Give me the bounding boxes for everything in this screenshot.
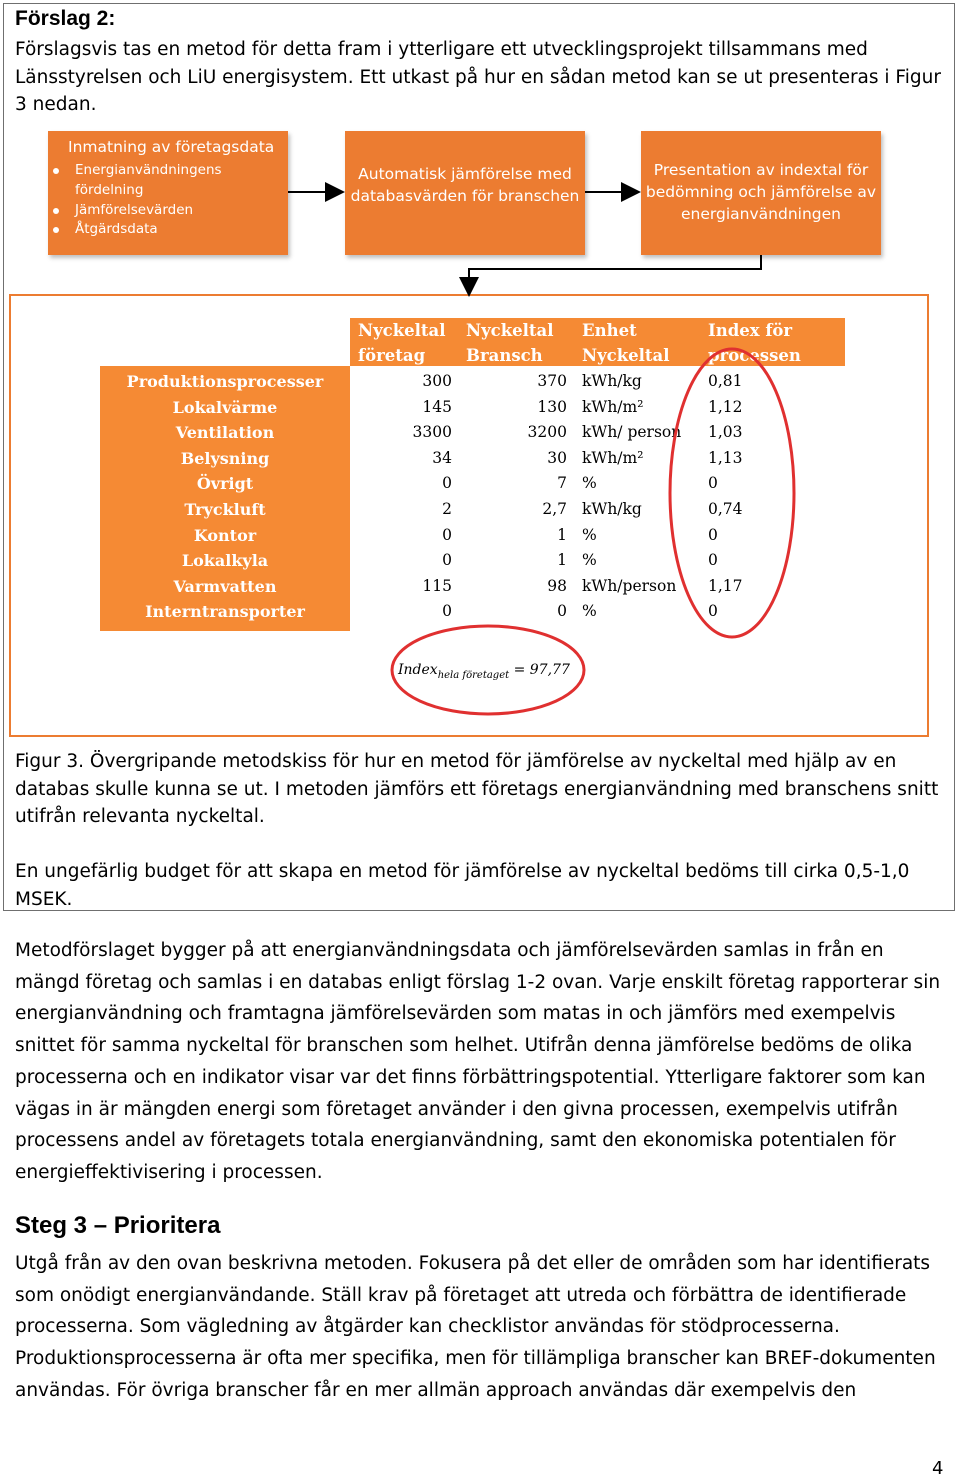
- table-cell-foretag: 34: [432, 448, 452, 467]
- table-cell-process: Övrigt: [196, 474, 254, 494]
- list-item-label: Energianvändningens fördelning: [75, 162, 222, 198]
- table-cell-foretag: 3300: [412, 423, 452, 442]
- table-cell-enhet: kWh/person: [582, 576, 677, 595]
- section-heading: Steg 3 – Prioritera: [15, 1212, 221, 1239]
- table-cell-bransch: 2,7: [542, 500, 567, 518]
- table-cell-enhet: kWh/ person: [582, 423, 682, 442]
- proposal-intro: Förslagsvis tas en metod för detta fram i ytterligare ett utvecklingsprojekt tillsammans med Länsstyrelsen och LiU energisystem. Ett utkast på hur en sådan metod kan se ut presenteras i Figur 3 nedan.: [15, 39, 941, 115]
- table-cell-bransch: 1: [557, 551, 567, 570]
- page-number: 4: [932, 1458, 944, 1479]
- table-cell-enhet: kWh/kg: [582, 372, 642, 390]
- flow-box-compare-text: Automatisk jämförelse med databasvärden för branschen: [350, 165, 580, 205]
- list-item-label: Jämförelsevärden: [75, 201, 194, 218]
- table-cell-index: 0,74: [708, 500, 743, 518]
- list-item-label: Åtgärdsdata: [75, 221, 158, 238]
- table-cell-enhet: %: [582, 551, 597, 570]
- figure-caption: Figur 3. Övergripande metodskiss för hur en metod för jämförelse av nyckeltal med hjälp av en databas skulle kunna se ut. I metoden jämförs ett företags energianvändning med branschens snitt utifrån relevanta nyckeltal.: [15, 751, 939, 827]
- table-cell-process: Belysning: [180, 448, 270, 468]
- flow-box-present-text: Presentation av indextal för bedömning och jämförelse av energianvändningen: [645, 161, 877, 223]
- body-paragraph: Metodförslaget bygger på att energianvändningsdata och jämförelsevärden samlas in från en mängd företag och samlas i en databas enligt förslag 1-2 ovan. Varje enskilt företag rapporterar sin energianvändning och framtagna jämförelsevärden som matas in och jämförs med exempelvis snittet för samma nyckeltal för branschen som helhet. Utifrån denna jämförelse bedöms de olika processerna och en indikator visar var det finns förbättringspotential. Ytterligare faktorer som kan vägas in är mängden energi som företaget använder i den givna processen, exempelvis utifrån processens andel av företagets totala energianvändning, samt den ekonomiska potentialen för energieffektivisering i processen.: [15, 940, 941, 1183]
- table-cell-process: Lokalvärme: [172, 397, 278, 417]
- table-cell-enhet: kWh/m²: [582, 397, 644, 416]
- flow-box-input-title: Inmatning av företagsdata: [68, 138, 275, 156]
- table-cell-process: Tryckluft: [184, 500, 266, 519]
- body-paragraph: Utgå från av den ovan beskrivna metoden. Fokusera på det eller de områden som har identifierats som onödigt energianvändande. Ställ krav på företaget att utreda och förbättra de identifierade processerna. Som vägledning av åtgärder kan checklistor användas för stödprocesserna. Produktionsprocesserna är ofta mer specifika, men för tillämpliga branscher kan BREF-dokumenten användas. För övriga branscher får en mer allmän approach användas där exempelvis den: [15, 1253, 936, 1401]
- table-cell-index: 0: [708, 525, 718, 544]
- table-cell-bransch: 370: [537, 372, 567, 390]
- table-cell-enhet: %: [582, 474, 597, 493]
- table-cell-bransch: 98: [547, 576, 567, 595]
- table-cell-foretag: 115: [422, 576, 452, 595]
- index-total: Index$_{hela företaget}$ = 97,77: [398, 662, 570, 681]
- table-cell-process: Lokalkyla: [181, 551, 269, 571]
- table-cell-enhet: %: [582, 602, 597, 621]
- table-cell-index: 0: [708, 551, 718, 570]
- table-cell-index: 1,12: [708, 397, 743, 416]
- table-cell-foretag: 145: [422, 397, 452, 416]
- table-cell-bransch: 30: [547, 448, 567, 467]
- table-cell-bransch: 1: [557, 525, 567, 544]
- table-cell-index: 0: [708, 602, 718, 621]
- proposal-heading: Förslag 2:: [15, 7, 116, 30]
- table-cell-index: 1,03: [708, 423, 743, 442]
- table-cell-foretag: 0: [442, 525, 452, 544]
- table-cell-bransch: 3200: [527, 423, 567, 442]
- table-cell-bransch: 0: [557, 602, 567, 621]
- table-cell-process: Interntransporter: [145, 602, 305, 622]
- arrow-icon: [469, 255, 761, 295]
- highlight-circle-icon: [670, 349, 794, 637]
- table-header: Nyckeltal företag: [358, 321, 446, 365]
- table-cell-foretag: 0: [442, 474, 452, 493]
- table-header: Enhet Nyckeltal: [582, 321, 670, 365]
- table-cell-enhet: %: [582, 525, 597, 544]
- table-cell-enhet: kWh/kg: [582, 500, 642, 518]
- table-cell-index: 1,17: [708, 576, 743, 595]
- table-cell-index: 1,13: [708, 448, 743, 467]
- table-cell-process: Ventilation: [175, 423, 275, 443]
- highlight-circle-icon: [392, 626, 584, 714]
- table-cell-bransch: 7: [557, 474, 567, 493]
- table-cell-foretag: 2: [442, 500, 452, 518]
- table-cell-foretag: 0: [442, 551, 452, 570]
- table-cell-process: Produktionsprocesser: [126, 372, 324, 391]
- table-cell-process: Varmvatten: [173, 576, 277, 596]
- table-cell-process: Kontor: [193, 525, 257, 545]
- budget-text: En ungefärlig budget för att skapa en metod för jämförelse av nyckeltal bedöms till cirka 0,5-1,0 MSEK.: [15, 861, 910, 910]
- table-cell-index: 0: [708, 474, 718, 493]
- table-cell-foretag: 300: [422, 372, 452, 390]
- table-cell-foretag: 0: [442, 602, 452, 621]
- table-cell-enhet: kWh/m²: [582, 448, 644, 467]
- table-header: Index för processen: [708, 321, 801, 365]
- table-cell-index: 0,81: [708, 372, 743, 390]
- table-cell-bransch: 130: [537, 397, 567, 416]
- table-header: Nyckeltal Bransch: [466, 321, 554, 365]
